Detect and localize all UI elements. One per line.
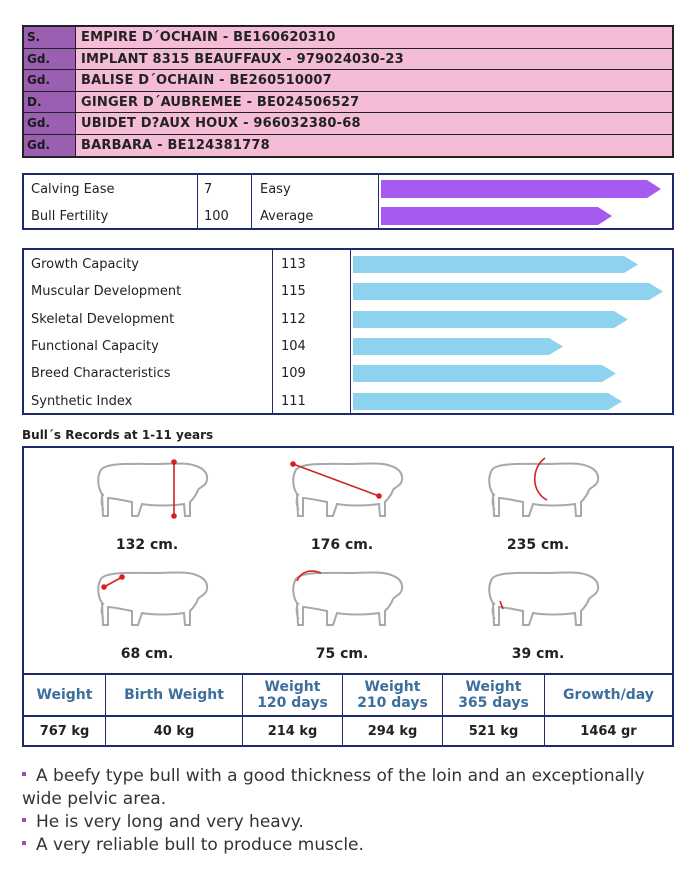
growth-traits-panel (22, 248, 674, 415)
pedigree-code: Gd. (24, 70, 76, 91)
pedigree-row (24, 92, 672, 114)
description-notes (22, 765, 682, 857)
records-header-cell (443, 675, 545, 715)
trait-value: 113 (281, 257, 306, 272)
pedigree-name: UBIDET D?AUX HOUX - 966032380-68 (76, 113, 672, 134)
measurement-value: 75 cm. (315, 646, 369, 662)
growth-bar (353, 338, 563, 355)
calving-traits-panel (22, 173, 674, 230)
records-value-cell: 294 kg (343, 717, 443, 745)
pelvis-width-icon (287, 563, 407, 633)
records-value-cell: 214 kg (243, 717, 343, 745)
records-title: Bull´s Records at 1-11 years (22, 428, 214, 442)
pedigree-name: EMPIRE D´OCHAIN - BE160620310 (76, 27, 672, 48)
divider (272, 250, 273, 413)
measurement-value: 176 cm. (310, 537, 374, 553)
pedigree-code: Gd. (24, 113, 76, 134)
trait-label: Functional Capacity (31, 338, 159, 354)
pedigree-code: S. (24, 27, 76, 48)
records-header-cell (106, 675, 243, 715)
trait-value: 104 (281, 338, 306, 354)
header-text: Weight 210 days (357, 679, 428, 711)
calving-bar (381, 180, 661, 198)
records-header-cell (545, 675, 672, 715)
trait-value: 112 (281, 311, 306, 327)
pedigree-name: IMPLANT 8315 BEAUFFAUX - 979024030-23 (76, 49, 672, 70)
trait-label: Growth Capacity (31, 257, 139, 272)
measurement-value: 68 cm. (120, 646, 174, 662)
records-value-cell: 521 kg (443, 717, 545, 745)
pedigree-name: GINGER D´AUBREMEE - BE024506527 (76, 92, 672, 113)
trait-value: 111 (281, 393, 306, 409)
growth-bar (353, 283, 663, 300)
trait-label: Bull Fertility (31, 209, 109, 224)
pedigree-row (24, 27, 672, 49)
measurement-value: 235 cm. (506, 537, 570, 553)
pedigree-row (24, 70, 672, 92)
note-text: He is very long and very heavy. (36, 812, 304, 832)
trait-rating: Easy (260, 182, 291, 197)
pedigree-code: Gd. (24, 49, 76, 70)
pedigree-name: BARBARA - BE124381778 (76, 135, 672, 157)
note-item (22, 765, 682, 811)
measurement-value: 132 cm. (115, 537, 179, 553)
trait-rating: Average (260, 209, 314, 224)
growth-bar (353, 393, 622, 410)
divider (378, 175, 379, 228)
records-header-cell (24, 675, 106, 715)
pedigree-row (24, 135, 672, 157)
bullet-icon (22, 841, 26, 845)
header-text: Weight 365 days (458, 679, 529, 711)
header-text: Weight 120 days (257, 679, 328, 711)
divider (251, 175, 252, 228)
trait-label: Synthetic Index (31, 393, 133, 409)
trait-label: Muscular Development (31, 284, 182, 300)
header-text: Weight (36, 687, 93, 703)
header-text: Birth Weight (124, 687, 224, 703)
records-value-cell: 1464 gr (580, 723, 637, 739)
trait-value: 109 (281, 366, 306, 382)
note-item (22, 811, 682, 834)
bullet-icon (22, 772, 26, 776)
note-item (22, 834, 682, 857)
pedigree-name: BALISE D´OCHAIN - BE260510007 (76, 70, 672, 91)
growth-bar (353, 365, 616, 382)
note-text: A beefy type bull with a good thickness of the loin and an exceptionally wide pelvic area. (22, 766, 645, 809)
divider (350, 250, 351, 413)
bullet-icon (22, 818, 26, 822)
pedigree-row (24, 113, 672, 135)
header-text: Growth/day (563, 687, 654, 703)
records-value-cell: 40 kg (106, 717, 243, 745)
pelvis-length-icon (92, 563, 212, 633)
chest-girth-icon (483, 454, 603, 524)
records-value-cell: 767 kg (24, 717, 106, 745)
growth-bar (353, 256, 638, 273)
records-panel (22, 446, 674, 747)
trait-value: 100 (204, 209, 229, 224)
calving-bar (381, 207, 612, 225)
pedigree-row (24, 49, 672, 71)
trait-label: Calving Ease (31, 182, 115, 197)
shin-circumference-icon (483, 563, 603, 633)
trait-label: Breed Characteristics (31, 366, 171, 382)
note-text: A very reliable bull to produce muscle. (36, 835, 364, 855)
trait-value: 115 (281, 284, 306, 300)
pedigree-code: D. (24, 92, 76, 113)
trait-value: 7 (204, 182, 213, 197)
divider (197, 175, 198, 228)
measurement-value: 39 cm. (511, 646, 565, 662)
records-header-cell (243, 675, 343, 715)
records-header-cell (343, 675, 443, 715)
body-length-icon (287, 454, 407, 524)
height-at-withers-icon (92, 454, 212, 524)
growth-bar (353, 311, 628, 328)
trait-label: Skeletal Development (31, 311, 175, 327)
pedigree-code: Gd. (24, 135, 76, 157)
records-header-row (24, 673, 672, 717)
pedigree-table (22, 25, 674, 158)
records-values-row (24, 717, 672, 745)
